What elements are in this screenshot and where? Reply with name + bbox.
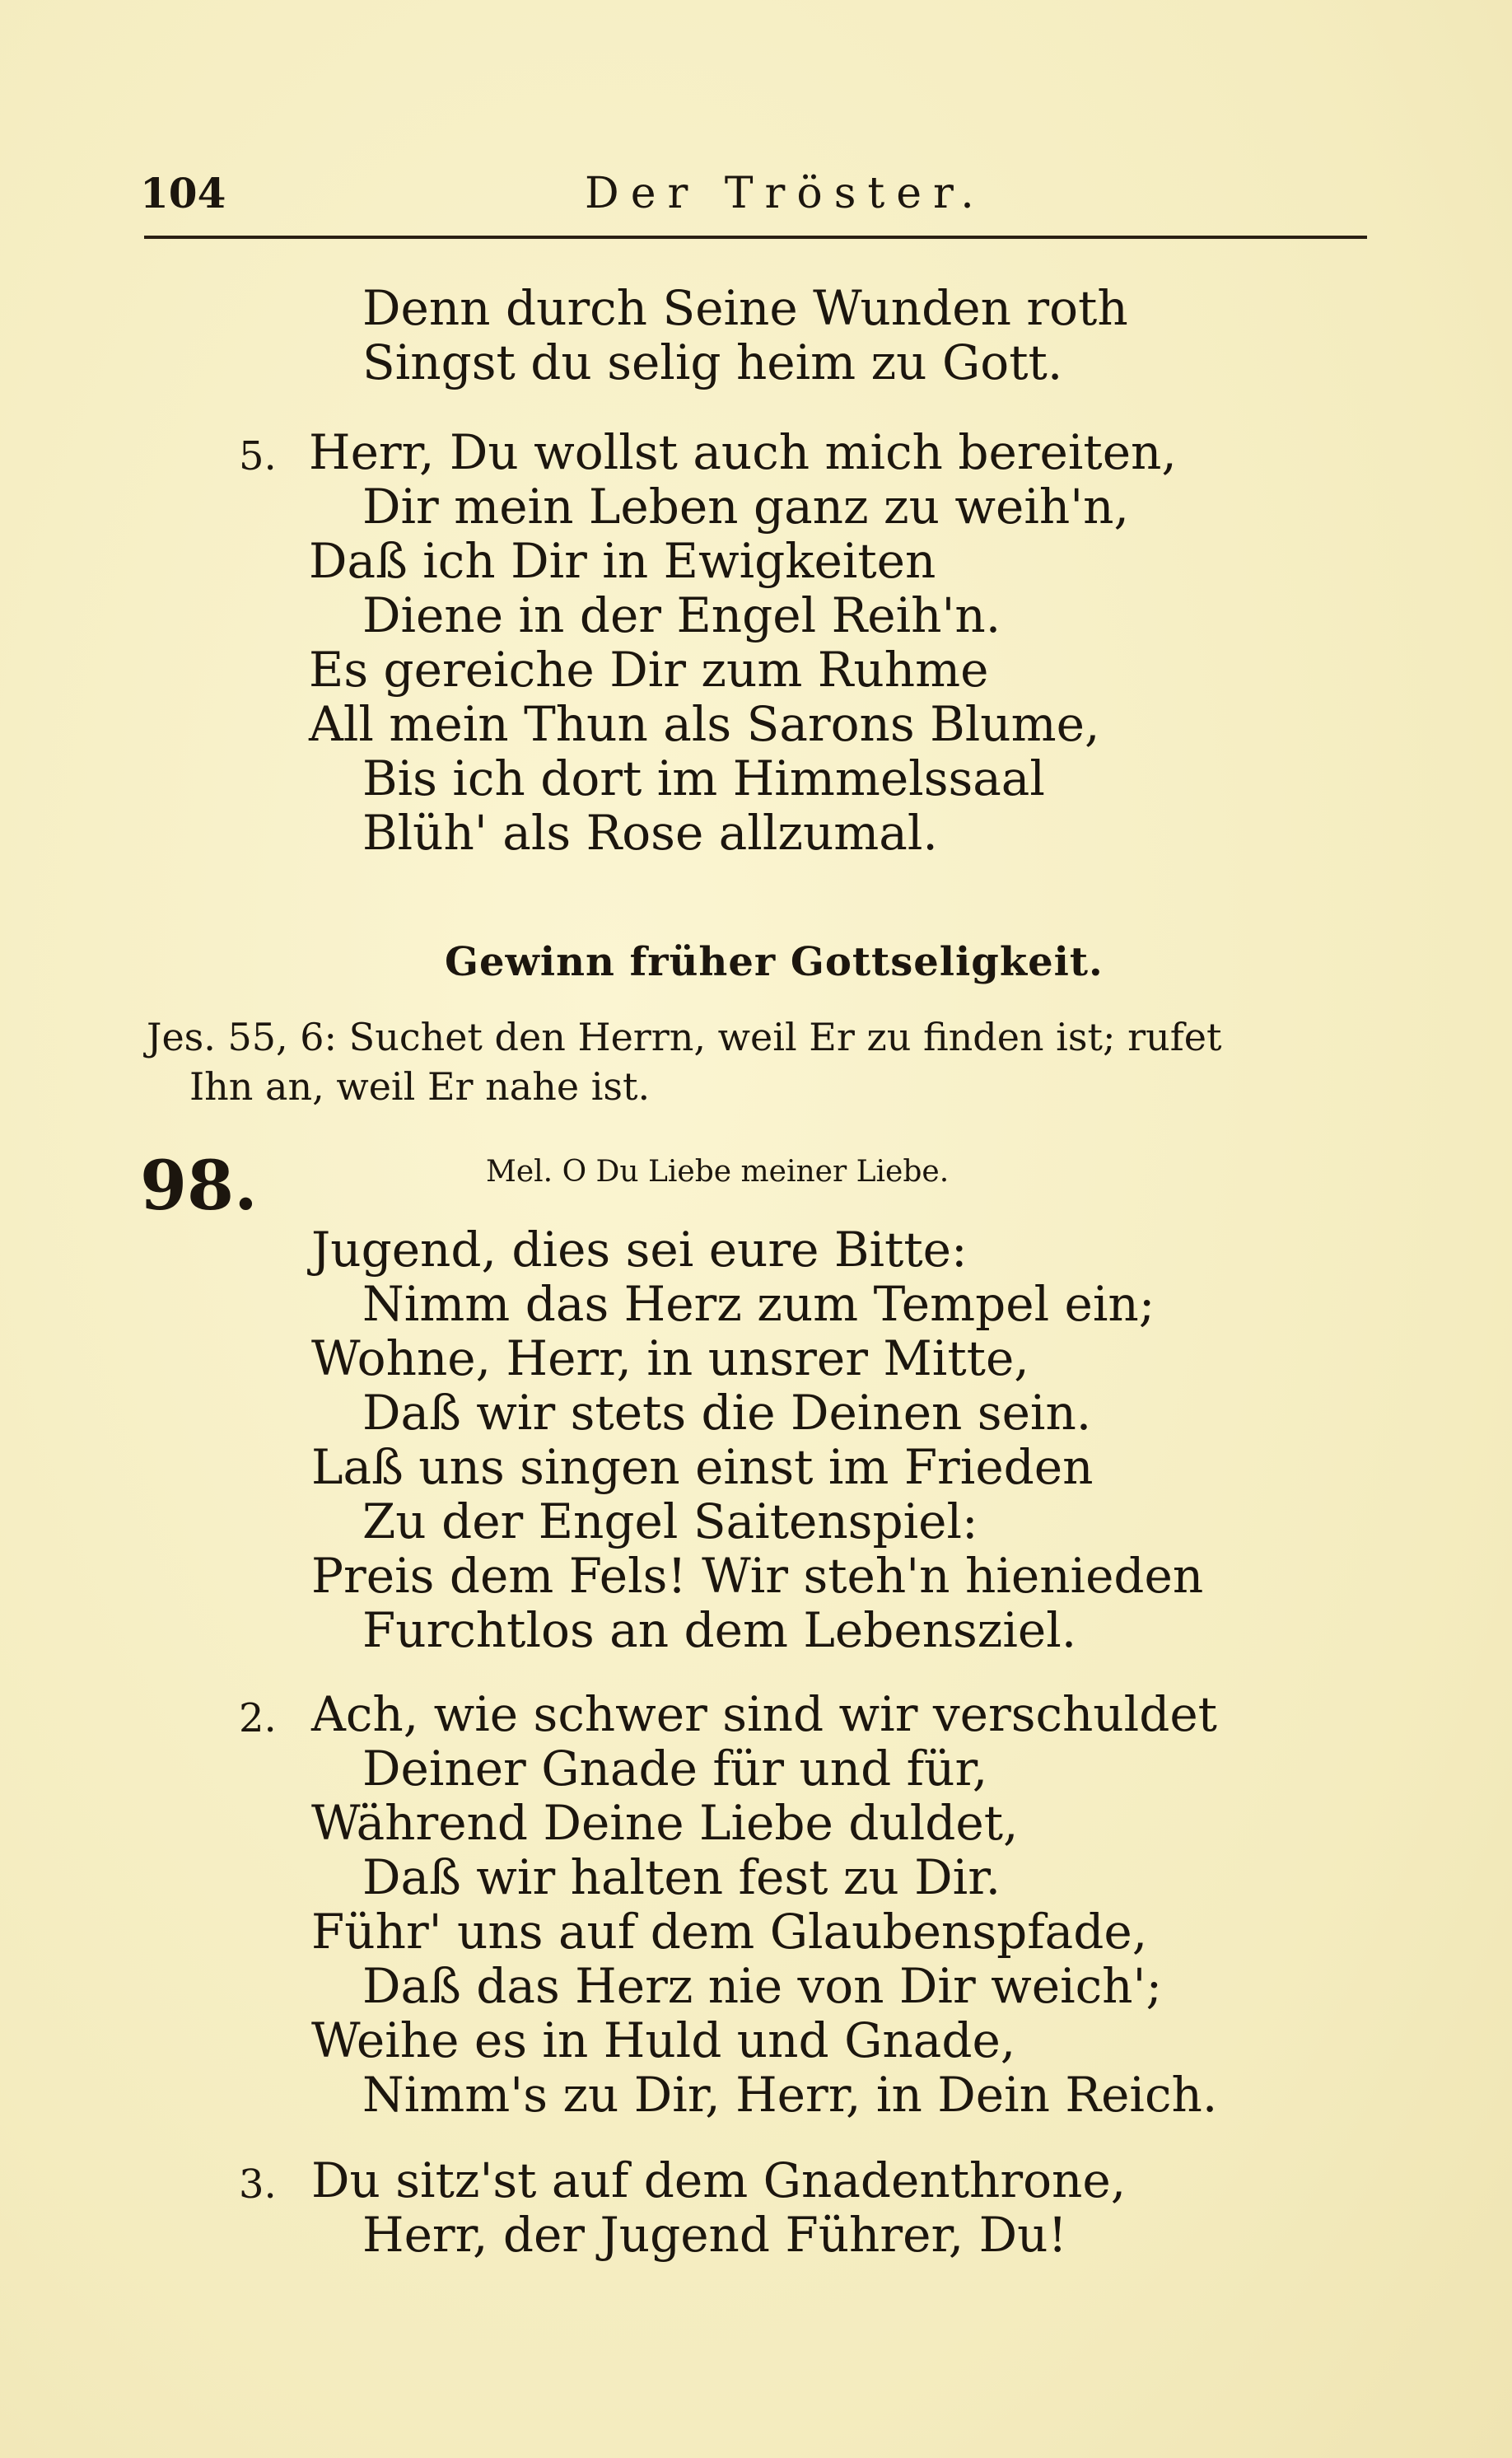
scripture-reference: Jes. 55, 6: Suchet den Herrn, weil Er zu finden ist; rufet — [147, 1015, 1222, 1059]
hymn-number: 98. — [140, 1147, 258, 1226]
verse-line: Dir mein Leben ganz zu weih'n, — [362, 479, 1129, 535]
verse-line: Bis ich dort im Himmelssaal — [362, 750, 1045, 806]
verse-line: Diene in der Engel Reih'n. — [362, 587, 1001, 643]
verse-line: Singst du selig heim zu Gott. — [362, 334, 1063, 390]
verse-line: Denn durch Seine Wunden roth — [362, 280, 1128, 336]
verse-line: Laß uns singen einst im Frieden — [311, 1439, 1094, 1495]
stanza-number: 2. — [239, 1695, 277, 1741]
verse-line: All mein Thun als Sarons Blume, — [309, 696, 1100, 752]
verse-line: Furchtlos an dem Lebensziel. — [362, 1602, 1077, 1658]
verse-line: Zu der Engel Saitenspiel: — [362, 1493, 978, 1549]
verse-line: Preis dem Fels! Wir steh'n hienieden — [311, 1548, 1204, 1604]
page-number: 104 — [140, 169, 226, 217]
verse-line: Daß wir stets die Deinen sein. — [362, 1385, 1092, 1441]
melody-note: Mel. O Du Liebe meiner Liebe. — [486, 1155, 950, 1189]
verse-line: Blüh' als Rose allzumal. — [362, 805, 938, 861]
verse-line: Wohne, Herr, in unsrer Mitte, — [311, 1330, 1029, 1386]
scripture-reference-continued: Ihn an, weil Er nahe ist. — [189, 1064, 651, 1109]
page-header — [140, 169, 1375, 227]
verse-line: Führ' uns auf dem Glaubenspfade, — [311, 1904, 1148, 1960]
verse-line: Nimm das Herz zum Tempel ein; — [362, 1276, 1155, 1332]
verse-line: Weihe es in Huld und Gnade, — [311, 2012, 1016, 2068]
verse-line: Ach, wie schwer sind wir verschuldet — [311, 1686, 1217, 1742]
stanza-number: 3. — [239, 2161, 277, 2208]
verse-line: Es gereiche Dir zum Ruhme — [309, 642, 989, 698]
verse-line: Daß ich Dir in Ewigkeiten — [309, 533, 936, 589]
verse-line: Daß wir halten fest zu Dir. — [362, 1849, 1001, 1905]
verse-line: Deiner Gnade für und für, — [362, 1741, 988, 1797]
verse-line: Während Deine Liebe duldet, — [311, 1795, 1019, 1851]
section-title: Gewinn früher Gottseligkeit. — [445, 939, 1104, 985]
verse-line: Herr, Du wollst auch mich bereiten, — [309, 424, 1177, 480]
stanza-number: 5. — [239, 433, 277, 479]
verse-line: Daß das Herz nie von Dir weich'; — [362, 1958, 1162, 2014]
verse-line: Nimm's zu Dir, Herr, in Dein Reich. — [362, 2067, 1218, 2123]
header-rule — [144, 236, 1367, 239]
verse-line: Herr, der Jugend Führer, Du! — [362, 2207, 1067, 2263]
verse-line: Du sitz'st auf dem Gnadenthrone, — [311, 2152, 1127, 2208]
verse-line: Jugend, dies sei eure Bitte: — [311, 1222, 968, 1278]
running-title: Der Tröster. — [585, 169, 986, 218]
